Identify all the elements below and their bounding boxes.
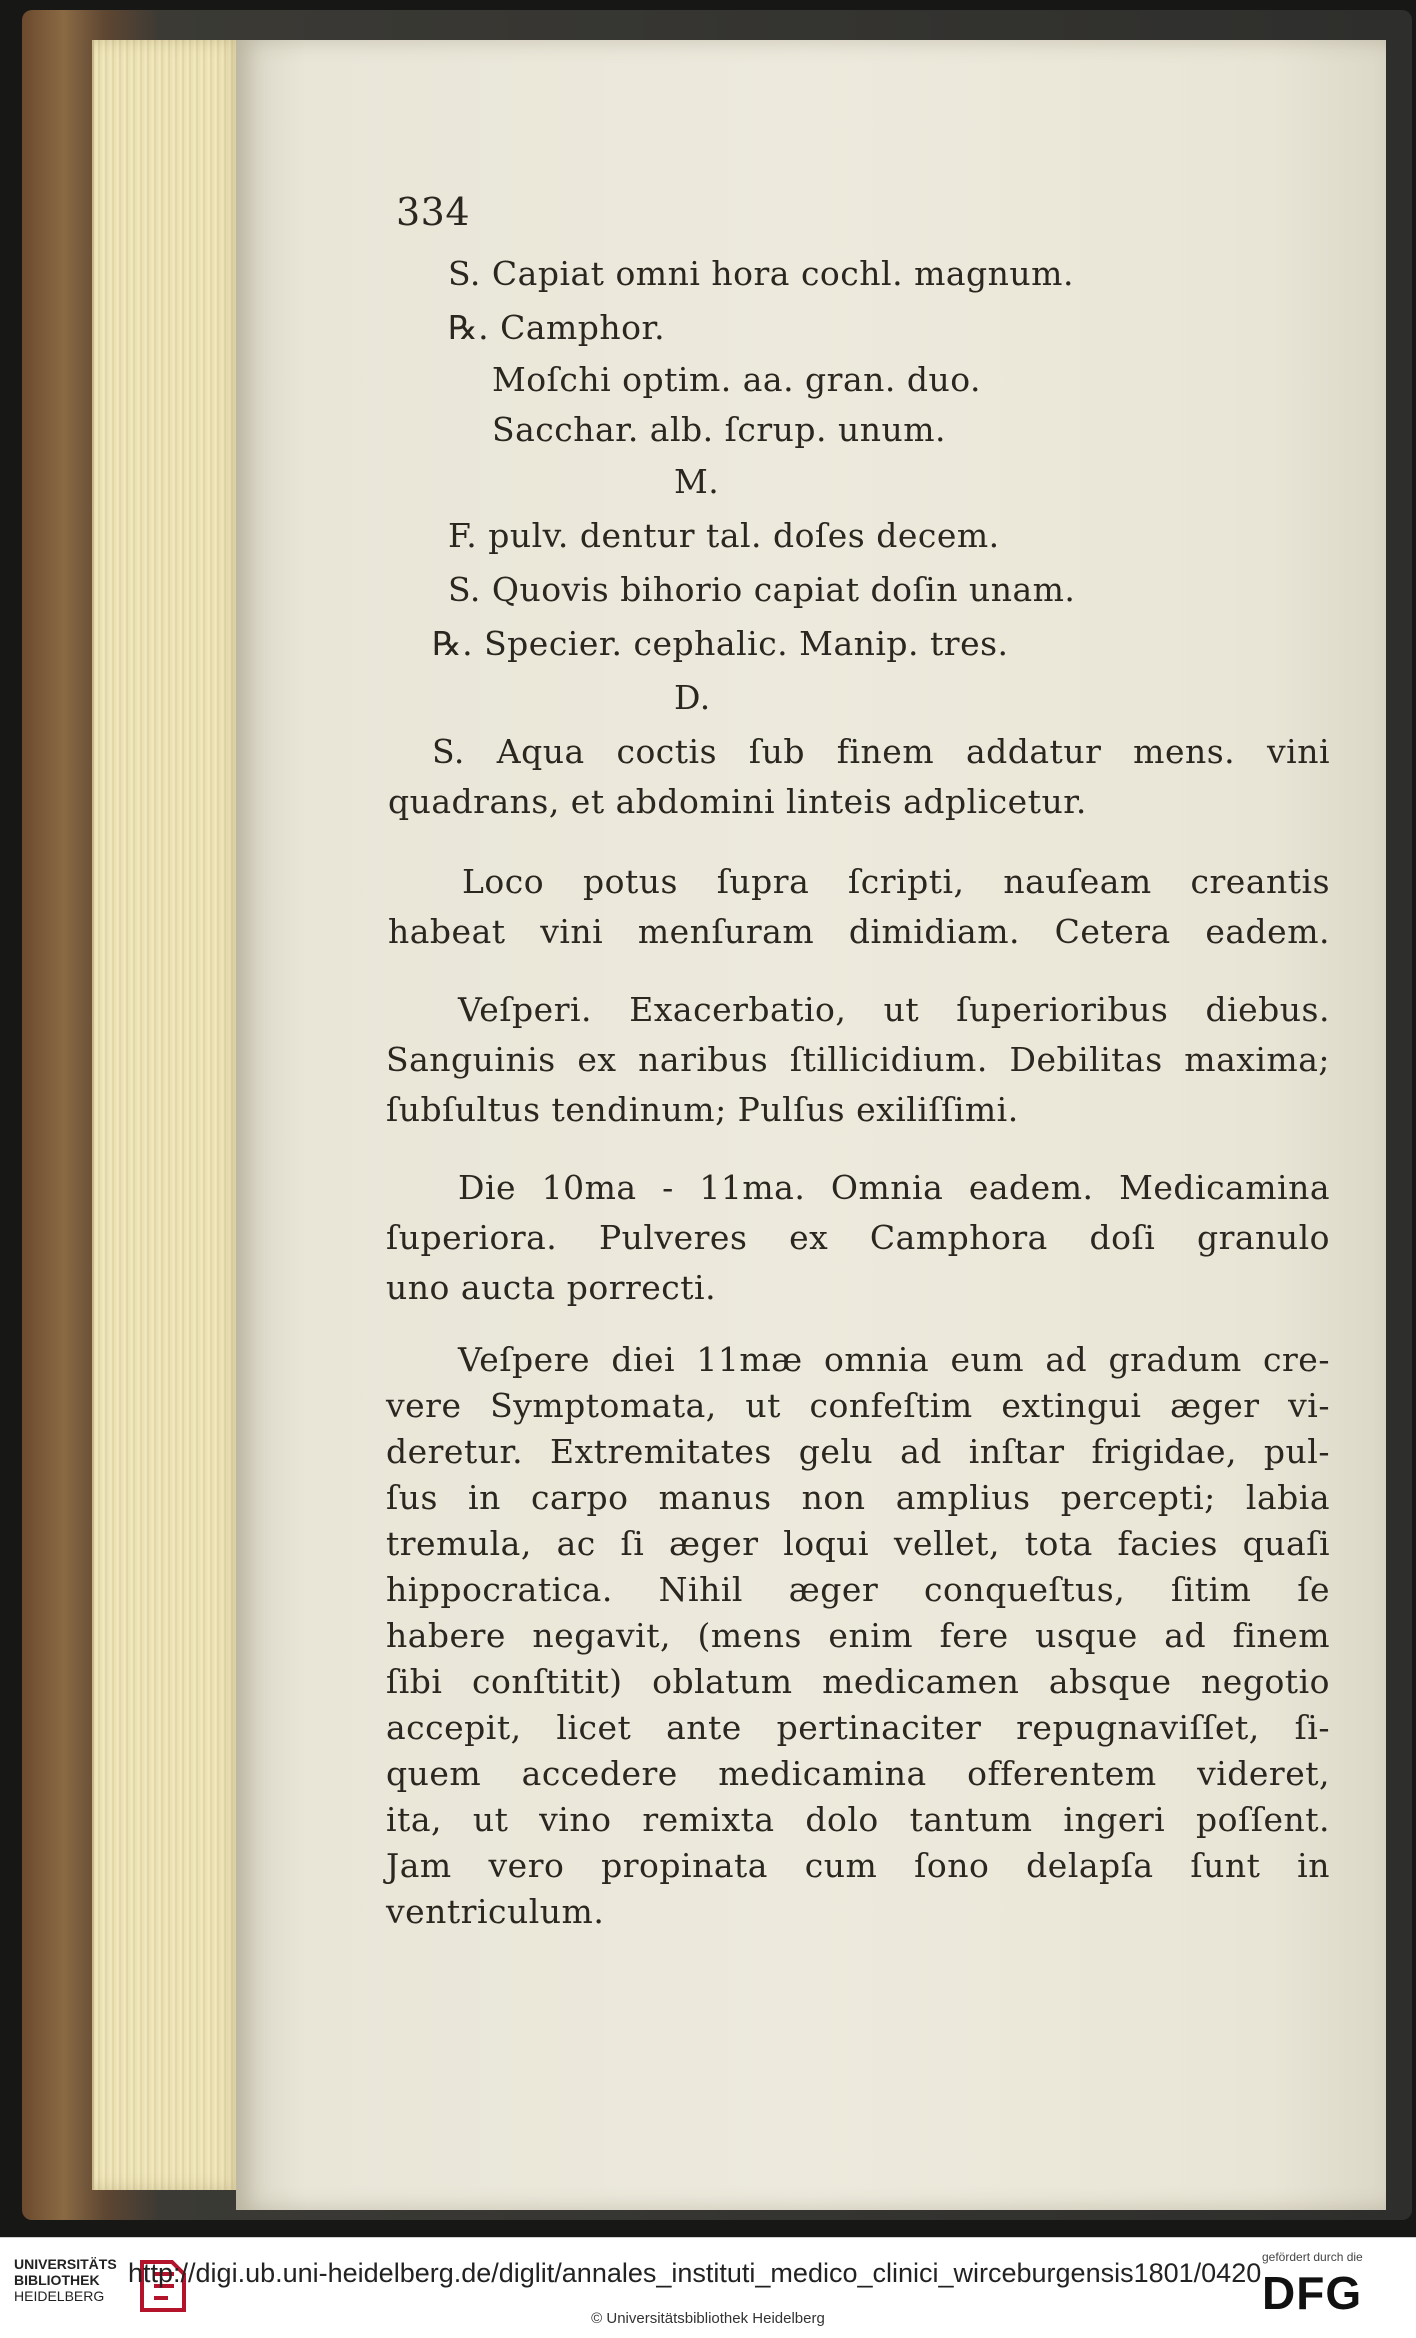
text-line: Jam vero propinata cum ſono delapſa ſunt in [386,1846,1330,1885]
book-page [236,40,1386,2210]
text-line: Veſpere diei 11mæ omnia eum ad gradum cre- [458,1340,1330,1379]
text-line: habere negavit, (mens enim fere usque ad finem [386,1616,1330,1655]
text-line: accepit, licet ante pertinaciter repugnaviſſet, ſi- [386,1708,1330,1747]
funding-note: gefördert durch die [1262,2250,1363,2264]
text-line: ita, ut vino remixta dolo tantum ingeri poſſent. [386,1800,1330,1839]
page-number: 334 [396,190,471,234]
text-line: M. [674,462,720,501]
logo-line-1: UNIVERSITÄTS [14,2256,117,2272]
text-line: D. [674,678,711,717]
dfg-logo[interactable]: DFG [1262,2267,1363,2319]
text-line: tremula, ac ſi æger loqui vellet, tota facies quaſi [386,1524,1330,1563]
text-line: ſubſultus tendinum; Pulſus exiliſſimi. [386,1090,1019,1129]
text-line: Die 10ma - 11ma. Omnia eadem. Medicamina [458,1168,1330,1207]
text-line: uno aucta porrecti. [386,1268,717,1307]
text-line: F. pulv. dentur tal. doſes decem. [448,516,1000,555]
footer-bar [0,2237,1416,2338]
page-edges [92,40,244,2190]
text-line: S. Capiat omni hora cochl. magnum. [448,254,1074,293]
text-line: vere Symptomata, ut confeſtim extingui æger vi- [386,1386,1330,1425]
text-line: Moſchi optim. aa. gran. duo. [492,360,982,399]
permalink-url[interactable]: http://digi.ub.uni-heidelberg.de/diglit/annales_instituti_medico_clinici_wirceburgensis1801/0420 [128,2258,1262,2288]
text-line: deretur. Extremitates gelu ad inſtar frigidae, pul- [386,1432,1330,1471]
text-line: Sanguinis ex naribus ſtillicidium. Debilitas maxima; [386,1040,1330,1079]
logo-line-2: BIBLIOTHEK [14,2272,100,2288]
text-line: Sacchar. alb. ſcrup. unum. [492,410,947,449]
text-line: habeat vini menſuram dimidiam. Cetera eadem. [388,912,1330,951]
library-logo[interactable] [14,2256,117,2304]
text-line: Loco potus ſupra ſcripti, nauſeam creantis [462,862,1330,901]
text-line: ℞. Specier. cephalic. Manip. tres. [432,624,1009,663]
text-line: ſus in carpo manus non amplius percepti; labia [386,1478,1330,1517]
text-line: S. Quovis bihorio capiat doſin unam. [448,570,1076,609]
text-line: hippocratica. Nihil æger conqueſtus, ſitim ſe [386,1570,1330,1609]
text-line: S. Aqua coctis ſub finem addatur mens. vini [432,732,1330,771]
text-line: quadrans, et abdomini linteis adplicetur. [388,782,1087,821]
text-line: quem accedere medicamina offerentem videret, [386,1754,1330,1793]
logo-line-3: HEIDELBERG [14,2288,105,2304]
text-line: ventriculum. [386,1892,605,1931]
text-line: ℞. Camphor. [448,308,666,347]
text-line: ſibi conſtitit) oblatum medicamen absque negotio [386,1662,1330,1701]
text-line: Veſperi. Exacerbatio, ut ſuperioribus diebus. [458,990,1330,1029]
copyright-text: © Universitätsbibliothek Heidelberg [591,2310,825,2327]
text-line: ſuperiora. Pulveres ex Camphora doſi granulo [386,1218,1330,1257]
